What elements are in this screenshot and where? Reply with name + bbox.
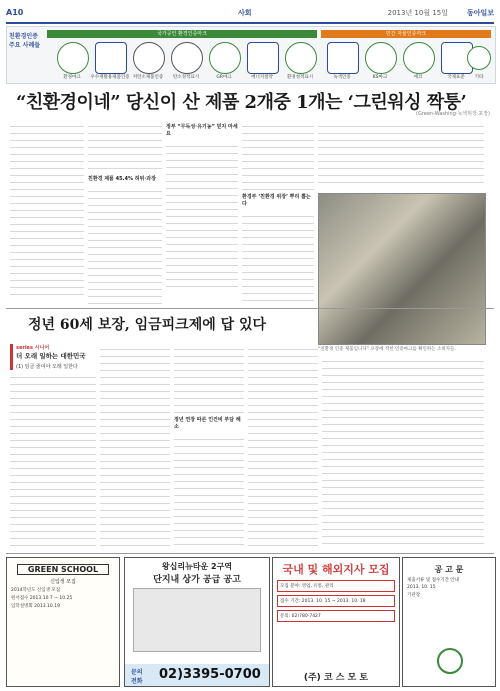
- school-name: GREEN SCHOOL: [17, 564, 109, 575]
- article1-column: [166, 121, 238, 306]
- logo-caption: 기타: [474, 75, 484, 80]
- article2-column: [10, 372, 96, 550]
- apt-title: 왕십리뉴타운 2구역: [161, 562, 233, 571]
- article1-column: [318, 121, 484, 189]
- issue-date: 2013년 10월 15일: [387, 9, 448, 17]
- agency-brand: (주) 코 스 모 토: [303, 673, 369, 683]
- notice-line: 제출서류 및 접수기간 안내: [407, 578, 460, 583]
- series-tag: series 시니어: [16, 345, 50, 351]
- divider: [6, 553, 494, 554]
- logo-caption: 환경마크: [63, 75, 81, 80]
- env-declaration-icon: [285, 42, 317, 74]
- school-subtitle: 신입생 모집: [50, 579, 76, 585]
- article2-headline[interactable]: 정년 60세 보장, 임금피크제에 답 있다: [28, 317, 267, 333]
- article2-column: [100, 344, 170, 550]
- eco-mark-icon: [57, 42, 89, 74]
- logo-caption: 국제표준: [447, 75, 465, 80]
- logo-caption: 녹색인증: [333, 75, 351, 80]
- apt-contact: [125, 664, 269, 686]
- photo-caption: “친환경 인증 제품입니다” 포장에 적힌 인증마크를 확인하는 소비자들.: [318, 347, 456, 352]
- article2-column: [248, 344, 318, 550]
- article1-column: [88, 121, 162, 306]
- agency-ad-line: 문의: 02)780-7427: [277, 610, 395, 622]
- notice-line: 기관장: [407, 593, 421, 598]
- notice-ad[interactable]: [402, 557, 496, 687]
- apt-subtitle: 단지내 상가 공급 공고: [153, 575, 241, 585]
- band-national: 국가공인 환경인증마크: [47, 30, 317, 38]
- article1-column: [10, 121, 84, 306]
- infographic-title: 친환경인증 주요 사례들: [9, 33, 41, 49]
- location-map: [133, 588, 261, 652]
- carbon-label-icon: [171, 42, 203, 74]
- agency-ad-line: 모집 분야: 영업, 유통, 관리: [277, 580, 395, 592]
- article1-subhead: 정부 “무독성·유기농” 믿지 마세요: [166, 124, 238, 137]
- page-header: [6, 6, 494, 24]
- series-box: [10, 344, 99, 370]
- band-private: 민간 자율인증마크: [321, 30, 491, 38]
- logo-caption: KS마크: [372, 75, 388, 80]
- series-title: 더 오래 일하는 대한민국: [16, 352, 86, 360]
- contact-label: 문의 전화: [131, 669, 143, 685]
- logo-caption: 에너지절약: [251, 75, 273, 80]
- article2-subhead: 정년 연장 따른 인건비 부담 해소: [174, 417, 241, 430]
- apt-phone: 02)3395-0700: [159, 667, 261, 682]
- article2-column: [174, 344, 244, 550]
- low-carbon-icon: [133, 42, 165, 74]
- ks-mark-icon: [365, 42, 397, 74]
- apartment-ad[interactable]: [124, 557, 270, 687]
- article2-column: [322, 356, 484, 550]
- section-title: 사회: [238, 9, 252, 17]
- article1-subhead: 환경부 ‘친환경 위장’ 뿌리 뽑는다: [242, 194, 311, 207]
- school-ad-line: 입학설명회 2013.10.19: [11, 604, 60, 609]
- institution-logo-icon: [437, 648, 463, 674]
- gr-mark-icon: [209, 42, 241, 74]
- logo-caption: 탄소성적표시: [172, 75, 200, 80]
- agency-ad[interactable]: [272, 557, 400, 687]
- green-cert-icon: [327, 42, 359, 74]
- notice-line: 2013. 10. 15: [407, 585, 436, 590]
- logo-caption: 우수재활용제품인증: [90, 75, 130, 80]
- agency-title: 국내 및 해외지사 모집: [282, 563, 390, 576]
- article1-headline[interactable]: “친환경이네” 당신이 산 제품 2개중 1개는 ‘그린워싱 짝퉁’: [16, 92, 467, 113]
- cyclist-photo: [318, 193, 486, 345]
- article1-subhead: 친환경 제품 45.4% 허위·과장: [88, 176, 156, 182]
- other-mark-icon: [467, 46, 491, 70]
- logo-caption: GR마크: [216, 75, 232, 80]
- school-ad-line: 원서접수 2013.10.7 ~ 10.25: [11, 596, 73, 601]
- energy-mark-icon: [247, 42, 279, 74]
- logo-caption: 환경성적표시: [286, 75, 314, 80]
- divider: [6, 308, 494, 309]
- agency-ad-line: 접수 기간: 2013. 10. 15 ~ 2013. 10. 18: [277, 595, 395, 607]
- eco-label-infographic: [6, 26, 496, 84]
- recycle-mark-icon: [95, 42, 127, 74]
- article1-column: [242, 121, 314, 306]
- series-subtitle: (1) 임금 줄여야 오래 일한다: [16, 364, 78, 370]
- logo-caption: 저탄소제품인증: [132, 75, 164, 80]
- notice-title: 공 고 문: [434, 565, 464, 574]
- eco-private-icon: [403, 42, 435, 74]
- logo-caption: 에코: [413, 75, 423, 80]
- page-number: A10: [6, 8, 24, 17]
- school-ad[interactable]: [6, 557, 120, 687]
- newspaper-name: 동아일보: [466, 9, 494, 17]
- school-ad-line: 2014학년도 신입생 모집: [11, 588, 61, 593]
- headline-caption: (Green-Washing·녹색위장 포장): [416, 111, 490, 117]
